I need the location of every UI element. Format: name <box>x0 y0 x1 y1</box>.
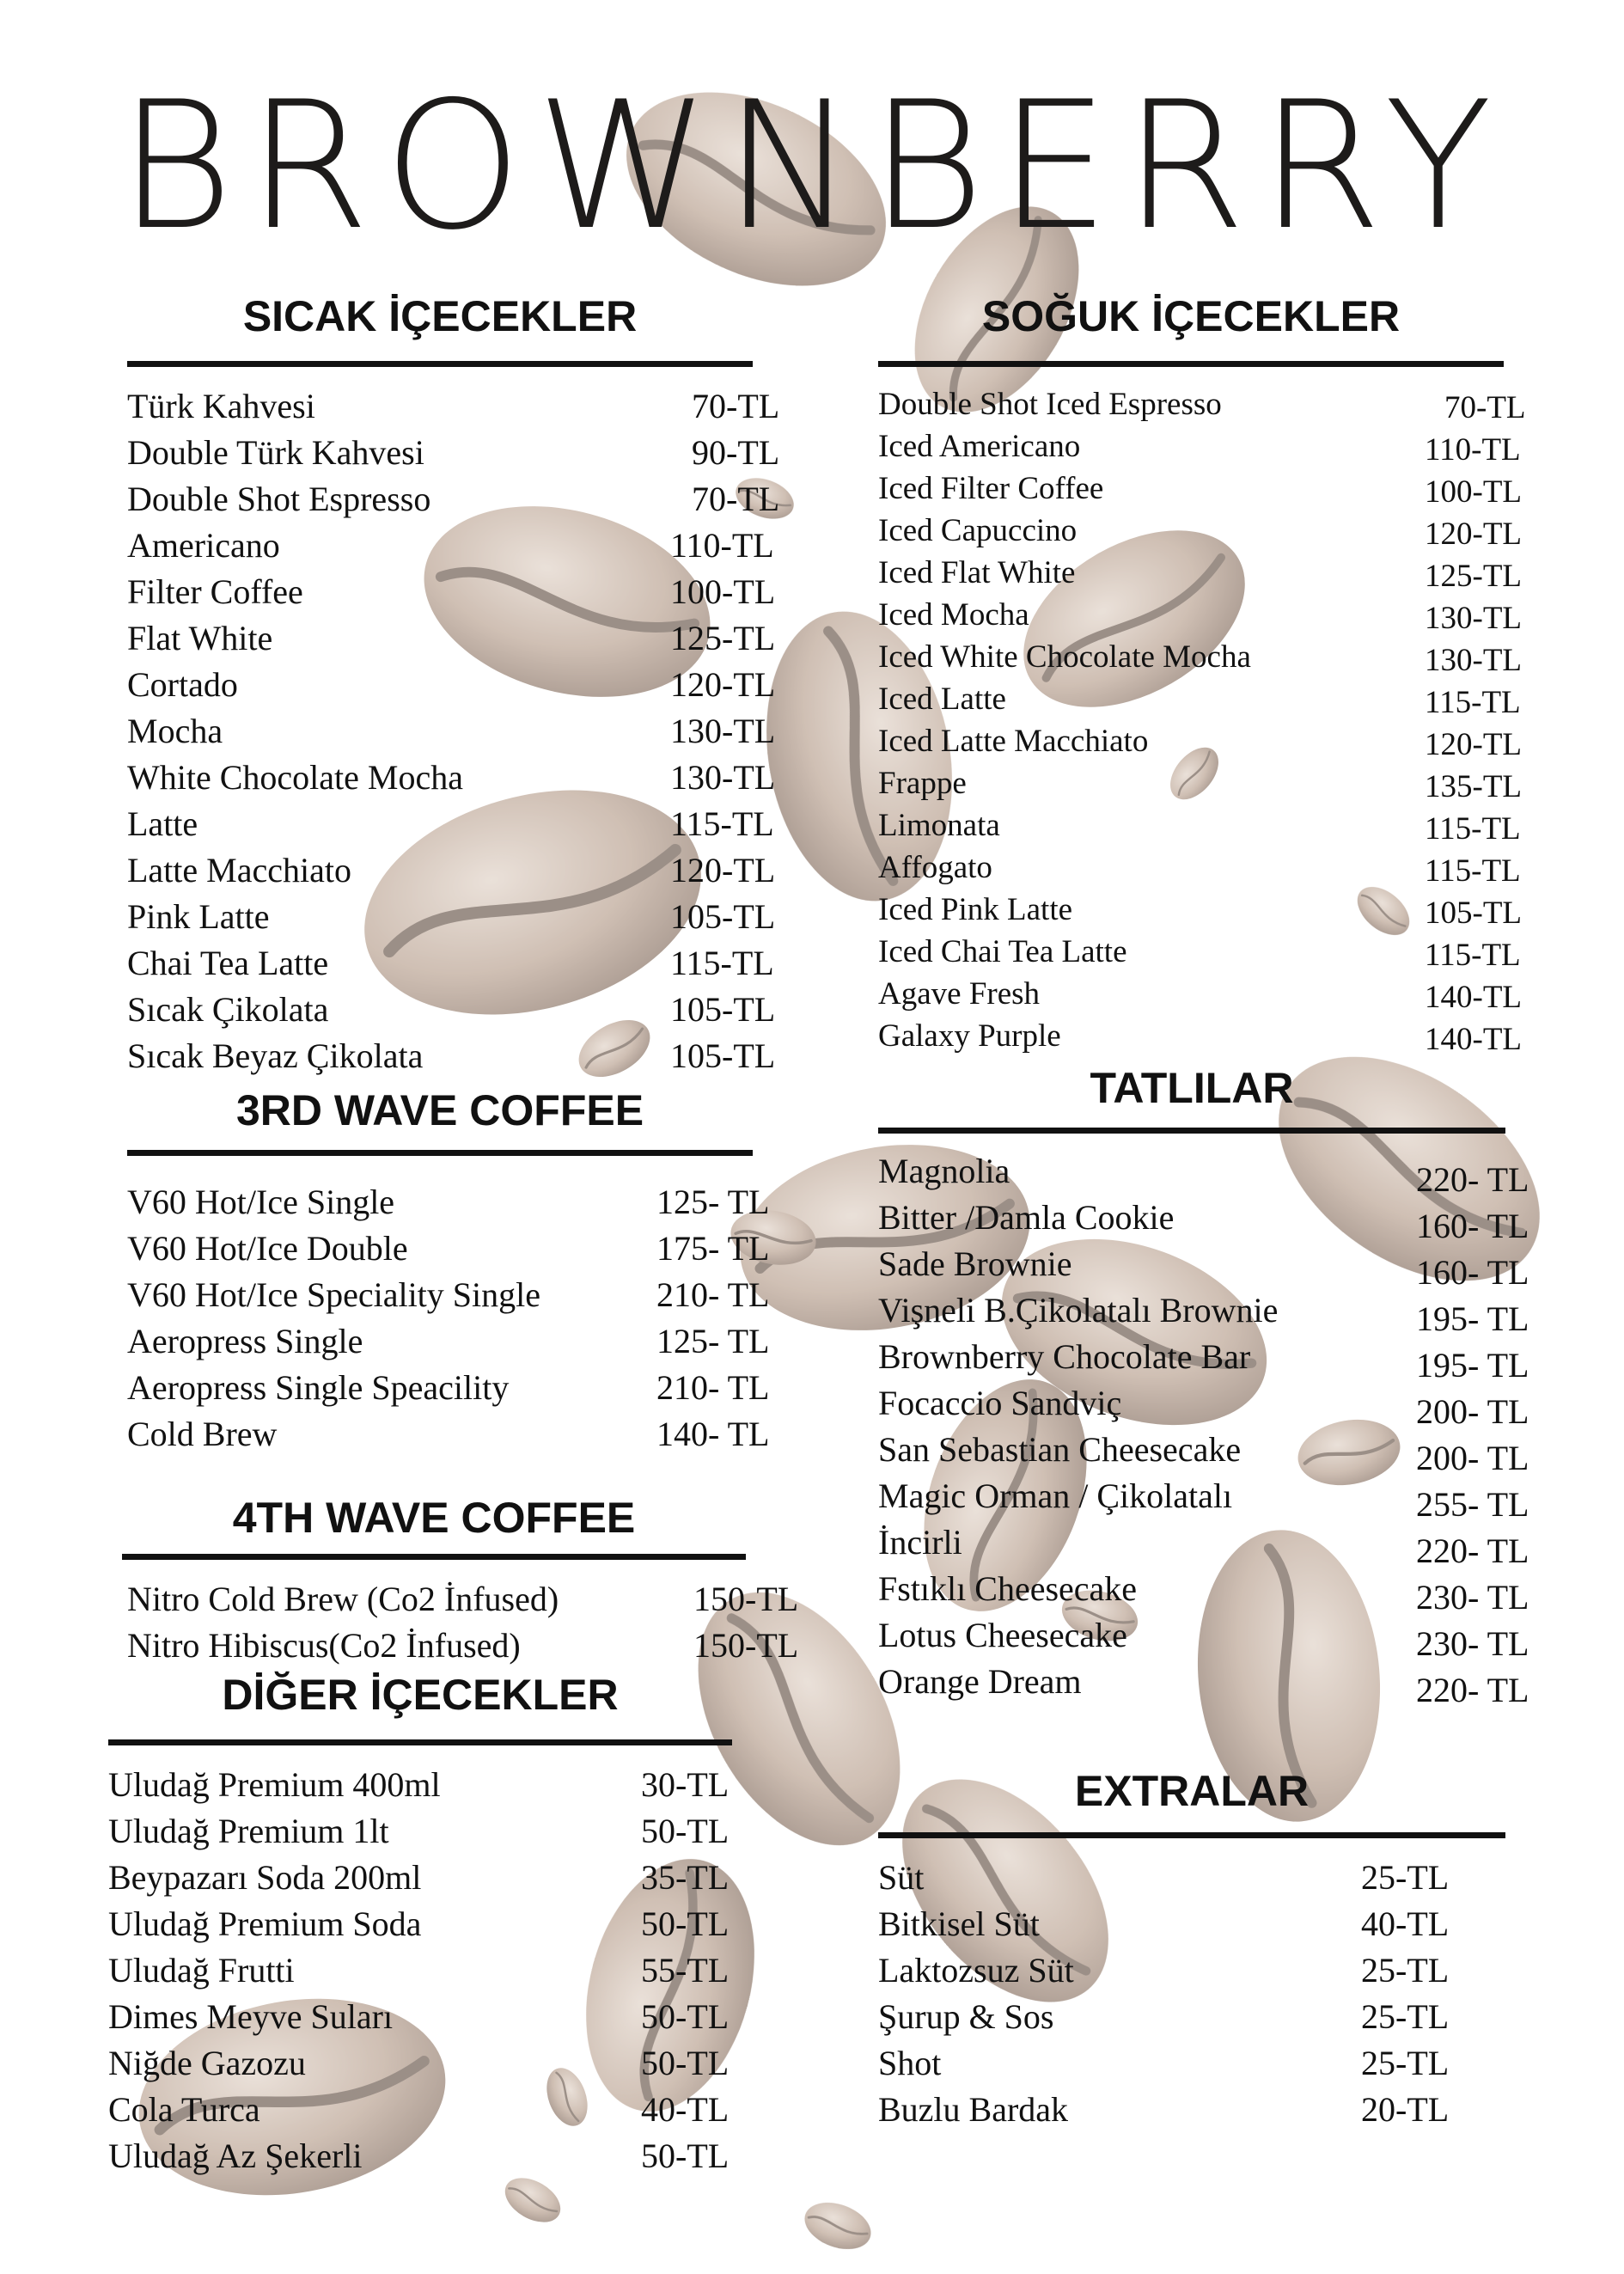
coffee-bean-icon <box>798 2194 877 2258</box>
item-name: Magnolia <box>878 1152 1010 1190</box>
menu-item <box>878 512 1523 554</box>
item-name: Latte Macchiato <box>127 851 351 889</box>
menu-item <box>108 1764 732 1811</box>
menu-item <box>878 975 1523 1018</box>
item-price: 105-TL <box>1425 896 1523 931</box>
item-price: 200- TL <box>1416 1392 1529 1431</box>
item-price: 35-TL <box>641 1858 730 1897</box>
item-price: 70-TL <box>692 480 780 518</box>
brand-logo: BROWNBERRY <box>118 64 1506 269</box>
item-price: 220- TL <box>1416 1531 1529 1570</box>
menu-item <box>878 1244 1529 1292</box>
item-price: 125- TL <box>656 1322 770 1360</box>
item-name: V60 Hot/Ice Single <box>127 1183 395 1221</box>
menu-item <box>878 1950 1505 1996</box>
item-price: 120-TL <box>1425 727 1523 762</box>
section-title: 4TH WAVE COFFEE <box>232 1494 636 1542</box>
item-name: Focaccio Sandviç <box>878 1384 1122 1422</box>
menu-item <box>878 1996 1505 2043</box>
item-name: Iced White Chocolate Mocha <box>878 639 1251 675</box>
item-price: 105-TL <box>670 897 776 936</box>
item-name: Bitter /Damla Cookie <box>878 1198 1175 1237</box>
item-name: Cola Turca <box>108 2090 260 2129</box>
menu-item <box>127 479 780 525</box>
item-name: Affogato <box>878 850 992 885</box>
menu-item <box>127 386 780 432</box>
item-price: 105-TL <box>670 990 776 1029</box>
item-name: Niğde Gazozu <box>108 2044 306 2082</box>
item-price: 110-TL <box>1425 432 1521 468</box>
section-title: SOĞUK İÇECEKLER <box>981 292 1401 340</box>
menu-item <box>878 2043 1505 2089</box>
item-name: Iced Flat White <box>878 555 1076 590</box>
menu-item <box>878 1383 1529 1431</box>
item-name: Iced Latte <box>878 682 1006 717</box>
menu-item <box>127 804 774 850</box>
menu-item <box>127 432 780 479</box>
item-price: 140- TL <box>656 1415 770 1453</box>
item-name: Bitkisel Süt <box>878 1904 1040 1943</box>
menu-item <box>878 1568 1529 1617</box>
item-name: Magic Orman / Çikolatalı <box>878 1476 1233 1515</box>
item-price: 110-TL <box>670 526 774 565</box>
menu-item <box>127 618 776 664</box>
item-name: Mocha <box>127 712 223 750</box>
item-price: 125-TL <box>670 619 776 657</box>
item-price: 160- TL <box>1416 1253 1529 1292</box>
item-price: 125- TL <box>656 1183 770 1221</box>
item-price: 130-TL <box>1425 601 1523 636</box>
menu-item <box>878 1661 1529 1709</box>
item-price: 50-TL <box>641 1812 730 1850</box>
item-price: 25-TL <box>1361 1997 1450 2036</box>
menu-item <box>127 989 776 1036</box>
item-price: 220- TL <box>1416 1671 1529 1709</box>
item-price: 220- TL <box>1416 1160 1529 1199</box>
menu-item <box>127 1579 799 1625</box>
menu-item <box>127 850 776 896</box>
menu-item <box>878 1336 1529 1385</box>
item-name: Brownberry Chocolate Bar <box>878 1337 1251 1376</box>
item-name: Double Shot Iced Espresso <box>878 387 1222 422</box>
menu-list <box>127 1182 770 1460</box>
menu-item <box>878 2089 1505 2136</box>
item-name: Türk Kahvesi <box>127 387 315 425</box>
menu-item <box>878 596 1523 639</box>
menu-item <box>108 1950 732 1996</box>
section-third-wave <box>127 1085 770 1460</box>
menu-item <box>108 1904 732 1950</box>
item-price: 120-TL <box>1425 517 1523 552</box>
item-price: 115-TL <box>1425 853 1521 889</box>
item-price: 50-TL <box>641 2044 730 2082</box>
section-cold-drinks <box>878 290 1526 1060</box>
menu-item <box>878 1904 1505 1950</box>
menu-item <box>878 1151 1529 1199</box>
menu-item <box>878 891 1523 933</box>
item-price: 105-TL <box>670 1036 776 1075</box>
item-name: Flat White <box>127 619 273 657</box>
menu-item <box>878 1429 1529 1477</box>
item-price: 40-TL <box>1361 1904 1450 1943</box>
item-name: Nitro Cold Brew (Co2 İnfused) <box>127 1580 559 1618</box>
item-name: Americano <box>127 526 280 565</box>
item-name: Iced Latte Macchiato <box>878 724 1149 759</box>
menu-item <box>878 681 1521 723</box>
item-price: 140-TL <box>1425 1022 1523 1057</box>
item-name: Double Türk Kahvesi <box>127 433 424 472</box>
menu-item <box>878 428 1521 470</box>
item-name: Orange Dream <box>878 1662 1082 1701</box>
section-fourth-wave <box>122 1492 799 1672</box>
section-divider <box>878 1128 1505 1134</box>
item-name: Şurup & Sos <box>878 1997 1054 2036</box>
item-price: 115-TL <box>670 944 774 982</box>
item-name: Beypazarı Soda 200ml <box>108 1858 422 1897</box>
item-price: 100-TL <box>1425 474 1523 510</box>
item-price: 135-TL <box>1425 769 1523 804</box>
menu-item <box>878 639 1523 681</box>
item-name: Aeropress Single <box>127 1322 363 1360</box>
item-price: 210- TL <box>656 1368 770 1407</box>
item-name: Sıcak Çikolata <box>127 990 329 1029</box>
item-name: Nitro Hibiscus(Co2 İnfused) <box>127 1626 521 1665</box>
item-name: Latte <box>127 804 198 843</box>
item-price: 125-TL <box>1425 559 1523 594</box>
item-price: 25-TL <box>1361 1951 1450 1990</box>
item-price: 115-TL <box>1425 938 1521 973</box>
menu-item <box>108 2136 732 2182</box>
menu-item <box>878 1476 1529 1524</box>
menu-item <box>878 1290 1529 1338</box>
menu-item <box>108 2089 732 2136</box>
item-price: 195- TL <box>1416 1346 1529 1385</box>
item-name: Dimes Meyve Suları <box>108 1997 394 2036</box>
item-price: 130-TL <box>670 758 776 797</box>
menu-item <box>127 757 776 804</box>
item-price: 120-TL <box>670 665 776 704</box>
menu-item <box>878 723 1523 765</box>
item-price: 115-TL <box>670 804 774 843</box>
item-price: 25-TL <box>1361 2044 1450 2082</box>
menu-list <box>127 386 780 1082</box>
item-name: V60 Hot/Ice Double <box>127 1229 408 1268</box>
section-title: SICAK İÇECEKLER <box>242 292 638 340</box>
item-name: Iced Americano <box>878 429 1081 464</box>
item-price: 90-TL <box>692 433 780 472</box>
menu-item <box>878 807 1521 849</box>
menu-item <box>108 1996 732 2043</box>
item-name: Iced Chai Tea Latte <box>878 934 1127 969</box>
item-name: Filter Coffee <box>127 572 303 611</box>
menu-list <box>108 1764 732 2182</box>
section-desserts <box>878 1062 1529 1709</box>
item-price: 70-TL <box>1444 390 1526 425</box>
item-name: Cold Brew <box>127 1415 278 1453</box>
item-price: 140-TL <box>1425 980 1523 1015</box>
item-price: 200- TL <box>1416 1439 1529 1477</box>
section-divider <box>122 1554 746 1560</box>
item-name: Uludağ Frutti <box>108 1951 295 1990</box>
item-price: 210- TL <box>656 1275 770 1314</box>
item-price: 50-TL <box>641 1904 730 1943</box>
item-name: Uludağ Az Şekerli <box>108 2136 363 2175</box>
item-name: Laktozsuz Süt <box>878 1951 1074 1990</box>
item-price: 115-TL <box>1425 811 1521 847</box>
item-name: İncirli <box>878 1523 962 1562</box>
menu-item <box>108 1857 732 1904</box>
menu-item <box>127 572 776 618</box>
menu-item <box>127 1182 770 1228</box>
item-price: 255- TL <box>1416 1485 1529 1524</box>
section-divider <box>127 361 753 367</box>
menu-item <box>108 2043 732 2089</box>
menu-item <box>127 1367 770 1414</box>
item-name: Iced Mocha <box>878 597 1029 633</box>
item-price: 50-TL <box>641 1997 730 2036</box>
menu-item <box>127 1414 770 1460</box>
menu-item <box>127 1228 770 1275</box>
item-name: Iced Pink Latte <box>878 892 1073 927</box>
item-price: 40-TL <box>641 2090 730 2129</box>
item-name: Aeropress Single Speacility <box>127 1368 510 1407</box>
item-price: 130-TL <box>670 712 776 750</box>
item-price: 50-TL <box>641 2136 730 2175</box>
item-price: 115-TL <box>1425 685 1521 720</box>
item-price: 160- TL <box>1416 1207 1529 1245</box>
menu-item <box>127 711 776 757</box>
item-name: Uludağ Premium Soda <box>108 1904 422 1943</box>
item-name: Agave Fresh <box>878 976 1041 1012</box>
item-name: Iced Filter Coffee <box>878 471 1104 506</box>
item-name: Uludağ Premium 1lt <box>108 1812 389 1850</box>
item-price: 20-TL <box>1361 2090 1450 2129</box>
item-name: Frappe <box>878 766 967 801</box>
item-name: Chai Tea Latte <box>127 944 329 982</box>
menu-item <box>878 1197 1529 1245</box>
item-name: Sıcak Beyaz Çikolata <box>127 1036 424 1075</box>
menu-item <box>878 1018 1523 1060</box>
item-name: Lotus Cheesecake <box>878 1616 1127 1654</box>
item-name: Vişneli B.Çikolatalı Brownie <box>878 1291 1279 1330</box>
item-name: San Sebastian Cheesecake <box>878 1430 1242 1469</box>
item-name: Pink Latte <box>127 897 270 936</box>
item-name: Sade Brownie <box>878 1244 1072 1283</box>
item-name: Double Shot Espresso <box>127 480 431 518</box>
section-divider <box>878 1832 1505 1838</box>
menu-item <box>127 896 776 943</box>
item-name: Süt <box>878 1858 925 1897</box>
item-price: 230- TL <box>1416 1624 1529 1663</box>
menu-item <box>878 849 1521 891</box>
menu-list <box>878 1151 1529 1709</box>
menu-item <box>878 386 1526 428</box>
item-price: 25-TL <box>1361 1858 1450 1897</box>
item-price: 100-TL <box>670 572 776 611</box>
item-price: 195- TL <box>1416 1299 1529 1338</box>
item-price: 175- TL <box>656 1229 770 1268</box>
menu-item <box>127 664 776 711</box>
section-title: DİĞER İÇECEKLER <box>222 1671 619 1719</box>
section-divider <box>108 1739 732 1745</box>
menu-item <box>127 1625 799 1672</box>
menu-list <box>878 1857 1505 2136</box>
item-name: White Chocolate Mocha <box>127 758 463 797</box>
item-name: Fstıklı Cheesecake <box>878 1569 1138 1608</box>
item-name: Galaxy Purple <box>878 1018 1061 1054</box>
section-divider <box>127 1150 753 1156</box>
menu-item <box>878 765 1523 807</box>
menu-item <box>878 933 1521 975</box>
menu-item <box>127 1275 770 1321</box>
menu-list <box>127 1579 799 1672</box>
menu-list <box>878 386 1526 1060</box>
item-name: Buzlu Bardak <box>878 2090 1069 2129</box>
item-name: Limonata <box>878 808 1000 843</box>
menu-item <box>127 943 774 989</box>
section-extras <box>878 1765 1505 2136</box>
menu-item <box>878 470 1523 512</box>
menu-item <box>127 1036 776 1082</box>
section-divider <box>878 361 1504 367</box>
menu-item <box>878 1615 1529 1663</box>
item-name: Cortado <box>127 665 238 704</box>
item-price: 150-TL <box>693 1580 799 1618</box>
item-name: Shot <box>878 2044 942 2082</box>
section-title: EXTRALAR <box>1074 1767 1310 1815</box>
item-price: 150-TL <box>693 1626 799 1665</box>
item-name: Uludağ Premium 400ml <box>108 1765 441 1804</box>
item-price: 70-TL <box>692 387 780 425</box>
section-other-drinks <box>108 1669 732 2182</box>
section-title: TATLILAR <box>1090 1064 1294 1112</box>
menu-item <box>878 1522 1529 1570</box>
section-title: 3RD WAVE COFFEE <box>235 1086 644 1134</box>
item-name: Iced Capuccino <box>878 513 1078 548</box>
menu-item <box>878 1857 1505 1904</box>
item-price: 130-TL <box>1425 643 1523 678</box>
menu-item <box>127 525 774 572</box>
item-price: 230- TL <box>1416 1578 1529 1617</box>
section-hot-drinks <box>127 290 780 1082</box>
item-price: 30-TL <box>641 1765 730 1804</box>
menu-item <box>127 1321 770 1367</box>
menu-item <box>108 1811 732 1857</box>
item-price: 55-TL <box>641 1951 730 1990</box>
menu-item <box>878 554 1523 596</box>
item-price: 120-TL <box>670 851 776 889</box>
item-name: V60 Hot/Ice Speciality Single <box>127 1275 541 1314</box>
